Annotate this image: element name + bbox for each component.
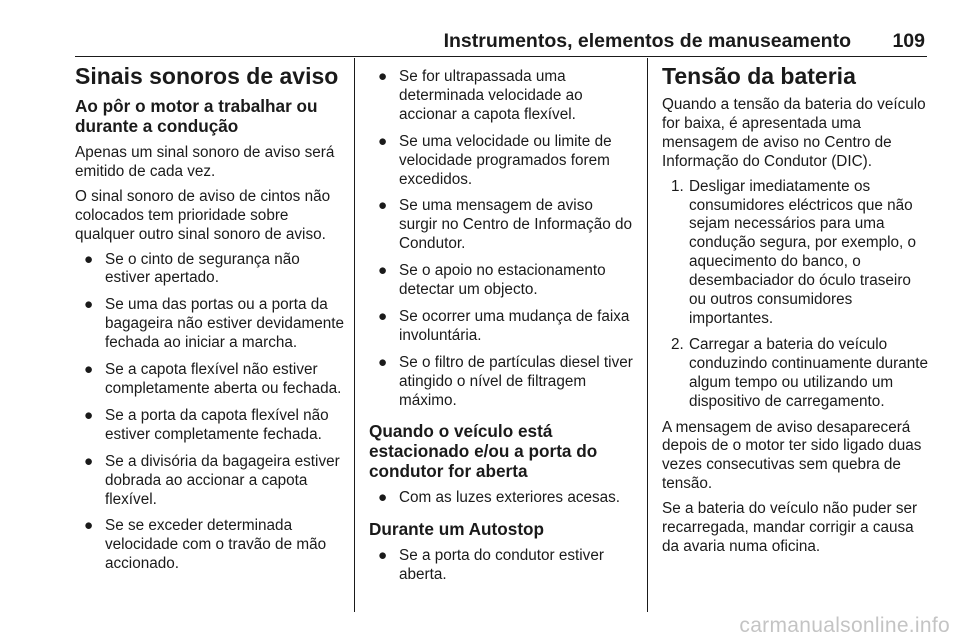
bullet-icon: ●: [84, 517, 94, 535]
list-item: 1. Desligar imediatamente os consumidores eléctricos que não sejam necessários para uma condução segura, por exemplo, o aquecimento do banco, o desembaciador do óculo traseiro ou outros consumidores importantes.: [671, 177, 917, 327]
subheading-vehicle-parked: Quando o veículo está estacionado e/ou a porta do condutor for aberta: [369, 420, 598, 481]
bullet-icon: ●: [378, 307, 388, 325]
list-item: ● Se a divisória da bagageira estiver dobrada ao accionar a capota flexível.: [84, 452, 340, 508]
list-item: ● Se uma das portas ou a porta da bagageira não estiver devidamente fechada ao iniciar a marcha.: [84, 296, 344, 352]
bullet-icon: ●: [378, 132, 388, 150]
list-item: ● Se o filtro de partículas diesel tiver atingido o nível de filtragem máximo.: [378, 353, 633, 409]
bullet-list: [75, 251, 345, 575]
bullet-icon: ●: [378, 68, 388, 85]
list-item: ● Se for ultrapassada uma determinada velocidade ao accionar a capota flexível.: [378, 68, 583, 123]
column-2: [369, 58, 634, 593]
bullet-list: [369, 489, 634, 508]
list-item: ● Se a capota flexível não estiver completamente aberta ou fechada.: [84, 361, 342, 397]
list-item: ● Se a porta do condutor estiver aberta.: [378, 547, 604, 584]
bullet-icon: ●: [84, 296, 94, 314]
subheading-autostop: Durante um Autostop: [369, 519, 545, 540]
paragraph: Apenas um sinal sonoro de aviso será emitido de cada vez.: [75, 144, 335, 180]
header-rule: [75, 56, 927, 57]
paragraph: A mensagem de aviso desaparecerá depois de o motor ter sido ligado duas vezes consecutivas sem quebra de tensão.: [662, 418, 922, 493]
watermark: carmanualsonline.info: [739, 614, 950, 637]
list-item: ● Se se exceder determinada velocidade com o travão de mão accionado.: [84, 517, 327, 573]
section-heading-warning-chimes: Sinais sonoros de aviso: [75, 63, 339, 89]
bullet-icon: ●: [84, 452, 94, 470]
bullet-icon: ●: [84, 406, 94, 424]
section-heading-battery-voltage: Tensão da bateria: [662, 63, 856, 89]
step-number: 1.: [671, 177, 684, 195]
bullet-icon: ●: [84, 361, 94, 379]
column-divider-1: [354, 58, 355, 612]
subheading-engine-start: Ao pôr o motor a trabalhar ou durante a condução: [75, 96, 318, 136]
bullet-icon: ●: [378, 353, 388, 371]
column-divider-2: [647, 58, 648, 612]
bullet-icon: ●: [378, 197, 388, 215]
list-item: ● Se a porta da capota flexível não estiver completamente fechada.: [84, 406, 329, 443]
list-item: ● Se ocorrer uma mudança de faixa involuntária.: [378, 307, 630, 344]
list-item: ● Se uma mensagem de aviso surgir no Centro de Informação do Condutor.: [378, 197, 632, 253]
bullet-icon: ●: [378, 262, 388, 280]
bullet-list: [369, 68, 634, 411]
list-item: ● Se o apoio no estacionamento detectar um objecto.: [378, 262, 606, 299]
page-header: [75, 30, 927, 52]
list-item: ● Se uma velocidade ou limite de velocidade programados forem excedidos.: [378, 132, 612, 188]
paragraph: Quando a tensão da bateria do veículo for baixa, é apresentada uma mensagem de aviso no Centro de Informação do Condutor (DIC).: [662, 96, 926, 170]
column-3: [662, 58, 930, 563]
step-number: 2.: [671, 335, 684, 353]
page-number: 109: [892, 30, 925, 52]
list-item: ● Com as luzes exteriores acesas.: [378, 488, 621, 506]
bullet-list: [369, 547, 634, 585]
bullet-icon: ●: [378, 547, 388, 565]
paragraph: Se a bateria do veículo não puder ser recarregada, mandar corrigir a causa da avaria numa oficina.: [662, 500, 918, 555]
list-item: 2. Carregar a bateria do veículo conduzindo continuamente durante algum tempo ou utilizando um dispositivo de carregamento.: [671, 335, 928, 410]
running-header-title: Instrumentos, elementos de manuseamento: [443, 30, 851, 52]
paragraph: O sinal sonoro de aviso de cintos não colocados tem prioridade sobre qualquer outro sinal sonoro de aviso.: [75, 187, 331, 243]
bullet-icon: ●: [84, 250, 94, 268]
numbered-list: [662, 178, 930, 412]
list-item: ● Se o cinto de segurança não estiver apertado.: [84, 250, 300, 287]
column-1: [75, 58, 345, 582]
bullet-icon: ●: [378, 488, 388, 506]
